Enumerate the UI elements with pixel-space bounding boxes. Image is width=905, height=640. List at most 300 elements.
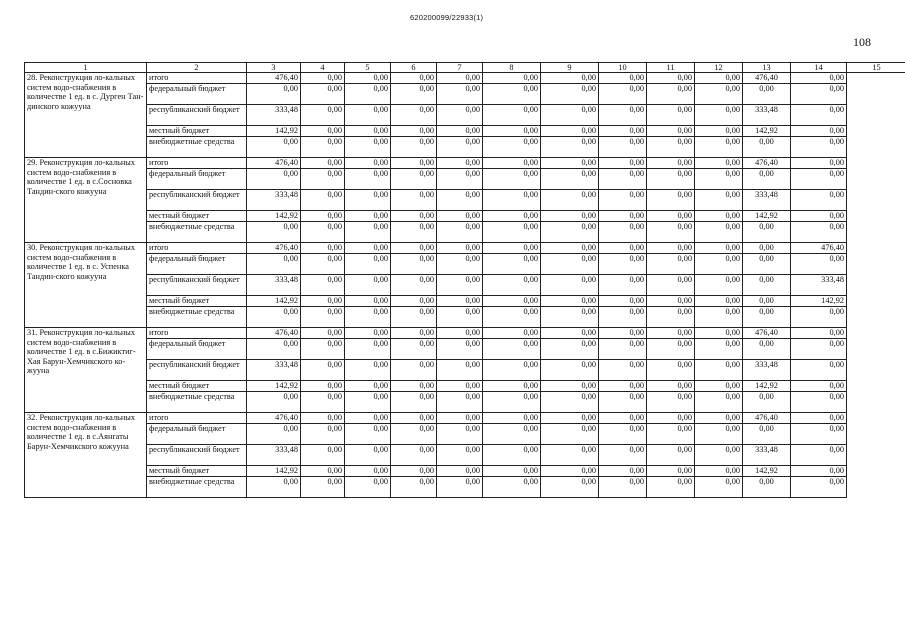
table-row	[25, 158, 905, 169]
amount-cell: 0,00	[791, 169, 847, 190]
amount-cell: 0,00	[599, 243, 647, 254]
amount-cell: 0,00	[599, 307, 647, 328]
amount-cell: 0,00	[599, 466, 647, 477]
column-header: 14	[791, 63, 847, 73]
amount-cell: 0,00	[391, 413, 437, 424]
amount-cell: 0,00	[599, 222, 647, 243]
amount-cell: 0,00	[695, 158, 743, 169]
amount-cell: 0,00	[743, 254, 791, 275]
amount-cell: 0,00	[483, 243, 541, 254]
amount-cell: 0,00	[483, 413, 541, 424]
table-row	[25, 73, 905, 84]
amount-cell: 0,00	[301, 169, 345, 190]
amount-cell: 0,00	[247, 307, 301, 328]
amount-cell: 0,00	[695, 307, 743, 328]
amount-cell: 0,00	[437, 307, 483, 328]
amount-cell: 0,00	[647, 158, 695, 169]
funding-category: местный бюджет	[147, 296, 247, 307]
amount-cell: 476,40	[247, 243, 301, 254]
amount-cell: 0,00	[541, 243, 599, 254]
amount-cell: 0,00	[647, 190, 695, 211]
amount-cell: 0,00	[247, 137, 301, 158]
amount-cell: 0,00	[791, 392, 847, 413]
amount-cell: 142,92	[247, 296, 301, 307]
amount-cell: 476,40	[247, 413, 301, 424]
amount-cell: 0,00	[695, 466, 743, 477]
amount-cell: 0,00	[647, 381, 695, 392]
funding-category: внебюджетные средства	[147, 392, 247, 413]
amount-cell: 0,00	[791, 73, 847, 84]
header-row	[25, 63, 905, 73]
amount-cell: 0,00	[483, 190, 541, 211]
amount-cell: 142,92	[743, 466, 791, 477]
amount-cell: 0,00	[695, 169, 743, 190]
amount-cell: 0,00	[541, 392, 599, 413]
amount-cell: 0,00	[345, 307, 391, 328]
amount-cell: 0,00	[301, 275, 345, 296]
amount-cell: 0,00	[695, 84, 743, 105]
funding-category: местный бюджет	[147, 381, 247, 392]
amount-cell: 0,00	[345, 328, 391, 339]
amount-cell: 0,00	[437, 73, 483, 84]
amount-cell: 0,00	[483, 466, 541, 477]
amount-cell: 0,00	[301, 296, 345, 307]
amount-cell: 0,00	[599, 328, 647, 339]
amount-cell: 0,00	[247, 339, 301, 360]
table-row	[25, 137, 905, 158]
table-row	[25, 392, 905, 413]
amount-cell: 0,00	[791, 254, 847, 275]
amount-cell: 0,00	[345, 360, 391, 381]
amount-cell: 0,00	[345, 296, 391, 307]
amount-cell: 0,00	[647, 222, 695, 243]
amount-cell: 142,92	[247, 126, 301, 137]
amount-cell: 0,00	[743, 243, 791, 254]
amount-cell: 0,00	[391, 169, 437, 190]
amount-cell: 0,00	[695, 105, 743, 126]
table-row	[25, 84, 905, 105]
document-id: 620200099/22933(1)	[410, 13, 484, 22]
amount-cell: 0,00	[647, 328, 695, 339]
amount-cell: 0,00	[247, 392, 301, 413]
amount-cell: 0,00	[391, 477, 437, 498]
amount-cell: 0,00	[743, 424, 791, 445]
amount-cell: 0,00	[695, 328, 743, 339]
amount-cell: 0,00	[437, 275, 483, 296]
amount-cell: 333,48	[247, 445, 301, 466]
amount-cell: 0,00	[791, 190, 847, 211]
funding-category: внебюджетные средства	[147, 477, 247, 498]
amount-cell: 0,00	[247, 254, 301, 275]
amount-cell: 0,00	[791, 424, 847, 445]
amount-cell: 0,00	[599, 84, 647, 105]
amount-cell: 0,00	[647, 243, 695, 254]
amount-cell: 0,00	[391, 73, 437, 84]
amount-cell: 0,00	[599, 477, 647, 498]
amount-cell: 0,00	[599, 445, 647, 466]
amount-cell: 0,00	[483, 339, 541, 360]
amount-cell: 0,00	[743, 392, 791, 413]
project-title: 31. Реконструкция ло-кальных систем водо-снабжения в количестве 1 ед. в с.Бижиктиг-Хая Барун-Хемчикского ко-жууна	[25, 328, 147, 413]
column-header: 10	[599, 63, 647, 73]
amount-cell: 0,00	[391, 137, 437, 158]
amount-cell: 0,00	[483, 275, 541, 296]
amount-cell: 0,00	[647, 339, 695, 360]
amount-cell: 0,00	[437, 243, 483, 254]
amount-cell: 0,00	[599, 413, 647, 424]
amount-cell: 0,00	[345, 445, 391, 466]
table-body	[25, 63, 905, 498]
funding-category: федеральный бюджет	[147, 169, 247, 190]
amount-cell: 0,00	[599, 190, 647, 211]
amount-cell: 0,00	[599, 424, 647, 445]
column-header: 7	[437, 63, 483, 73]
amount-cell: 0,00	[791, 360, 847, 381]
amount-cell: 0,00	[345, 381, 391, 392]
funding-category: федеральный бюджет	[147, 339, 247, 360]
table-row	[25, 466, 905, 477]
amount-cell: 0,00	[541, 275, 599, 296]
amount-cell: 0,00	[599, 381, 647, 392]
amount-cell: 0,00	[541, 328, 599, 339]
amount-cell: 0,00	[743, 339, 791, 360]
amount-cell: 0,00	[541, 360, 599, 381]
amount-cell: 0,00	[599, 296, 647, 307]
amount-cell: 0,00	[599, 73, 647, 84]
project-title: 32. Реконструкция ло-кальных систем водо-снабжения в количестве 1 ед. в с.Аянгаты Барун-Хемчикского кожууна	[25, 413, 147, 498]
amount-cell: 0,00	[599, 169, 647, 190]
amount-cell: 0,00	[695, 243, 743, 254]
amount-cell: 0,00	[743, 169, 791, 190]
column-header: 6	[391, 63, 437, 73]
amount-cell: 0,00	[599, 275, 647, 296]
amount-cell: 0,00	[541, 307, 599, 328]
amount-cell: 0,00	[647, 254, 695, 275]
amount-cell: 0,00	[647, 307, 695, 328]
amount-cell: 0,00	[483, 73, 541, 84]
column-header: 2	[147, 63, 247, 73]
amount-cell: 0,00	[247, 424, 301, 445]
amount-cell: 142,92	[791, 296, 847, 307]
amount-cell: 0,00	[647, 73, 695, 84]
amount-cell: 0,00	[647, 477, 695, 498]
amount-cell: 0,00	[599, 126, 647, 137]
amount-cell: 0,00	[647, 211, 695, 222]
amount-cell: 0,00	[599, 158, 647, 169]
amount-cell: 0,00	[345, 126, 391, 137]
amount-cell: 0,00	[541, 466, 599, 477]
amount-cell: 0,00	[247, 222, 301, 243]
amount-cell: 0,00	[345, 275, 391, 296]
amount-cell: 0,00	[437, 190, 483, 211]
amount-cell: 333,48	[247, 105, 301, 126]
amount-cell: 0,00	[345, 73, 391, 84]
amount-cell: 0,00	[301, 222, 345, 243]
amount-cell: 0,00	[483, 158, 541, 169]
amount-cell: 0,00	[541, 477, 599, 498]
amount-cell: 0,00	[483, 126, 541, 137]
amount-cell: 0,00	[301, 105, 345, 126]
column-header: 13	[743, 63, 791, 73]
amount-cell: 0,00	[791, 307, 847, 328]
amount-cell: 0,00	[791, 445, 847, 466]
funding-category: республиканский бюджет	[147, 105, 247, 126]
amount-cell: 0,00	[791, 84, 847, 105]
amount-cell: 0,00	[437, 254, 483, 275]
amount-cell: 0,00	[599, 211, 647, 222]
amount-cell: 0,00	[483, 169, 541, 190]
amount-cell: 0,00	[541, 105, 599, 126]
funding-category: республиканский бюджет	[147, 275, 247, 296]
amount-cell: 0,00	[695, 296, 743, 307]
amount-cell: 0,00	[345, 477, 391, 498]
amount-cell: 476,40	[743, 73, 791, 84]
amount-cell: 142,92	[247, 381, 301, 392]
amount-cell: 0,00	[301, 413, 345, 424]
project-title: 30. Реконструкция ло-кальных систем водо-снабжения в количестве 1 ед. в с. Успенка Тандин-ского кожууна	[25, 243, 147, 328]
column-header: 1	[25, 63, 147, 73]
amount-cell: 0,00	[541, 158, 599, 169]
amount-cell: 0,00	[391, 328, 437, 339]
amount-cell: 0,00	[437, 126, 483, 137]
amount-cell: 0,00	[391, 254, 437, 275]
amount-cell: 0,00	[391, 222, 437, 243]
amount-cell: 0,00	[391, 424, 437, 445]
amount-cell: 0,00	[791, 211, 847, 222]
amount-cell: 0,00	[345, 222, 391, 243]
amount-cell: 0,00	[437, 328, 483, 339]
amount-cell: 0,00	[695, 360, 743, 381]
amount-cell: 0,00	[541, 84, 599, 105]
table-row	[25, 275, 905, 296]
amount-cell: 0,00	[695, 477, 743, 498]
amount-cell: 0,00	[647, 424, 695, 445]
funding-category: внебюджетные средства	[147, 137, 247, 158]
amount-cell: 333,48	[743, 445, 791, 466]
amount-cell: 333,48	[743, 105, 791, 126]
amount-cell: 0,00	[437, 381, 483, 392]
table-row	[25, 243, 905, 254]
funding-category: федеральный бюджет	[147, 254, 247, 275]
amount-cell: 142,92	[743, 381, 791, 392]
project-title: 29. Реконструкция ло-кальных систем водо-снабжения в количестве 1 ед. в с.Сосновка Тандин-ского кожууна	[25, 158, 147, 243]
amount-cell: 0,00	[483, 137, 541, 158]
amount-cell: 0,00	[791, 126, 847, 137]
table-row	[25, 254, 905, 275]
table-row	[25, 211, 905, 222]
amount-cell: 0,00	[483, 84, 541, 105]
amount-cell: 0,00	[483, 211, 541, 222]
amount-cell: 0,00	[345, 105, 391, 126]
amount-cell: 0,00	[743, 296, 791, 307]
amount-cell: 0,00	[483, 392, 541, 413]
column-header: 4	[301, 63, 345, 73]
amount-cell: 0,00	[437, 445, 483, 466]
amount-cell: 0,00	[483, 254, 541, 275]
amount-cell: 0,00	[791, 413, 847, 424]
amount-cell: 0,00	[541, 445, 599, 466]
amount-cell: 0,00	[247, 84, 301, 105]
amount-cell: 0,00	[345, 243, 391, 254]
amount-cell: 0,00	[695, 392, 743, 413]
amount-cell: 0,00	[391, 360, 437, 381]
amount-cell: 0,00	[345, 466, 391, 477]
table-row	[25, 339, 905, 360]
amount-cell: 0,00	[647, 275, 695, 296]
amount-cell: 0,00	[647, 84, 695, 105]
amount-cell: 0,00	[301, 392, 345, 413]
amount-cell: 0,00	[541, 126, 599, 137]
column-header: 15	[847, 63, 905, 73]
amount-cell: 0,00	[695, 126, 743, 137]
amount-cell: 0,00	[301, 328, 345, 339]
amount-cell: 0,00	[301, 424, 345, 445]
amount-cell: 0,00	[541, 413, 599, 424]
amount-cell: 0,00	[541, 381, 599, 392]
amount-cell: 0,00	[391, 381, 437, 392]
amount-cell: 142,92	[743, 126, 791, 137]
amount-cell: 0,00	[391, 392, 437, 413]
amount-cell: 0,00	[647, 360, 695, 381]
amount-cell: 0,00	[743, 137, 791, 158]
amount-cell: 0,00	[695, 381, 743, 392]
amount-cell: 333,48	[247, 275, 301, 296]
column-header: 8	[483, 63, 541, 73]
amount-cell: 333,48	[743, 360, 791, 381]
amount-cell: 142,92	[247, 466, 301, 477]
amount-cell: 0,00	[791, 222, 847, 243]
table-row	[25, 328, 905, 339]
amount-cell: 476,40	[247, 158, 301, 169]
amount-cell: 0,00	[437, 466, 483, 477]
funding-category: республиканский бюджет	[147, 445, 247, 466]
page-number: 108	[853, 35, 871, 49]
funding-category: федеральный бюджет	[147, 424, 247, 445]
amount-cell: 0,00	[301, 137, 345, 158]
amount-cell: 333,48	[791, 275, 847, 296]
amount-cell: 0,00	[541, 339, 599, 360]
amount-cell: 333,48	[247, 190, 301, 211]
amount-cell: 0,00	[541, 296, 599, 307]
amount-cell: 0,00	[695, 445, 743, 466]
amount-cell: 0,00	[695, 254, 743, 275]
amount-cell: 333,48	[743, 190, 791, 211]
funding-category: федеральный бюджет	[147, 84, 247, 105]
amount-cell: 0,00	[483, 360, 541, 381]
amount-cell: 476,40	[743, 328, 791, 339]
amount-cell: 0,00	[599, 137, 647, 158]
amount-cell: 0,00	[301, 84, 345, 105]
amount-cell: 0,00	[437, 105, 483, 126]
amount-cell: 0,00	[541, 211, 599, 222]
amount-cell: 0,00	[437, 296, 483, 307]
amount-cell: 0,00	[301, 243, 345, 254]
amount-cell: 0,00	[791, 339, 847, 360]
amount-cell: 0,00	[541, 424, 599, 445]
funding-category: местный бюджет	[147, 126, 247, 137]
amount-cell: 0,00	[599, 105, 647, 126]
amount-cell: 476,40	[743, 413, 791, 424]
amount-cell: 0,00	[791, 477, 847, 498]
amount-cell: 0,00	[301, 73, 345, 84]
amount-cell: 0,00	[743, 307, 791, 328]
amount-cell: 0,00	[647, 296, 695, 307]
amount-cell: 0,00	[541, 169, 599, 190]
amount-cell: 0,00	[437, 413, 483, 424]
funding-category: местный бюджет	[147, 466, 247, 477]
funding-category: итого	[147, 73, 247, 84]
amount-cell: 0,00	[695, 73, 743, 84]
amount-cell: 0,00	[247, 477, 301, 498]
table-row	[25, 307, 905, 328]
amount-cell: 0,00	[301, 339, 345, 360]
amount-cell: 0,00	[483, 222, 541, 243]
amount-cell: 0,00	[647, 137, 695, 158]
amount-cell: 0,00	[695, 211, 743, 222]
amount-cell: 0,00	[301, 211, 345, 222]
amount-cell: 0,00	[647, 445, 695, 466]
table-row	[25, 360, 905, 381]
amount-cell: 0,00	[345, 137, 391, 158]
table-row	[25, 413, 905, 424]
amount-cell: 0,00	[791, 328, 847, 339]
column-header: 12	[695, 63, 743, 73]
amount-cell: 0,00	[743, 84, 791, 105]
amount-cell: 0,00	[437, 158, 483, 169]
amount-cell: 0,00	[647, 413, 695, 424]
funding-category: итого	[147, 243, 247, 254]
amount-cell: 0,00	[437, 84, 483, 105]
amount-cell: 0,00	[437, 392, 483, 413]
amount-cell: 0,00	[391, 275, 437, 296]
amount-cell: 0,00	[541, 190, 599, 211]
funding-category: внебюджетные средства	[147, 307, 247, 328]
amount-cell: 0,00	[743, 222, 791, 243]
amount-cell: 0,00	[437, 360, 483, 381]
amount-cell: 0,00	[345, 158, 391, 169]
amount-cell: 0,00	[345, 392, 391, 413]
amount-cell: 0,00	[345, 190, 391, 211]
project-title: 28. Реконструкция ло-кальных систем водо-снабжения в количестве 1 ед. в с. Дурген Тан-динского кожууна	[25, 73, 147, 158]
amount-cell: 0,00	[791, 466, 847, 477]
amount-cell: 0,00	[743, 275, 791, 296]
amount-cell: 0,00	[391, 296, 437, 307]
amount-cell: 0,00	[391, 466, 437, 477]
table-row	[25, 296, 905, 307]
column-header: 5	[345, 63, 391, 73]
amount-cell: 0,00	[301, 445, 345, 466]
amount-cell: 0,00	[437, 339, 483, 360]
amount-cell: 0,00	[483, 105, 541, 126]
amount-cell: 0,00	[301, 466, 345, 477]
amount-cell: 142,92	[743, 211, 791, 222]
amount-cell: 0,00	[301, 360, 345, 381]
table-row	[25, 445, 905, 466]
table-row	[25, 169, 905, 190]
amount-cell: 0,00	[483, 477, 541, 498]
amount-cell: 0,00	[391, 445, 437, 466]
amount-cell: 0,00	[599, 254, 647, 275]
amount-cell: 0,00	[647, 105, 695, 126]
amount-cell: 0,00	[695, 222, 743, 243]
amount-cell: 0,00	[391, 339, 437, 360]
funding-category: итого	[147, 158, 247, 169]
amount-cell: 0,00	[483, 424, 541, 445]
amount-cell: 0,00	[345, 169, 391, 190]
amount-cell: 0,00	[437, 477, 483, 498]
funding-category: республиканский бюджет	[147, 360, 247, 381]
table-row	[25, 126, 905, 137]
